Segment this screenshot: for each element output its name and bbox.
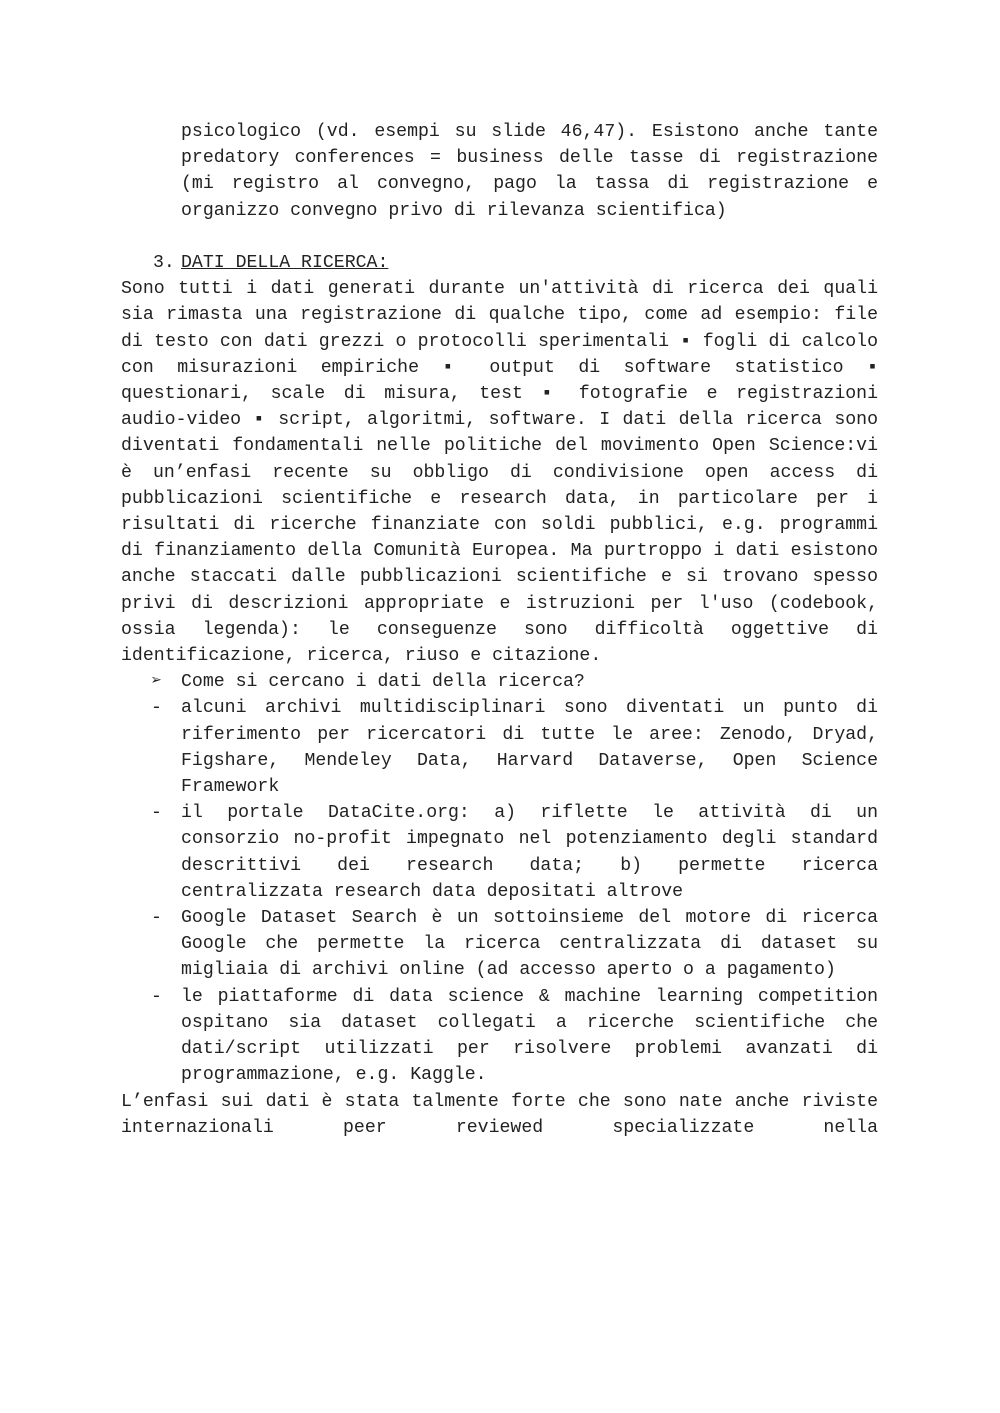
section-heading	[121, 250, 878, 276]
list-item	[121, 800, 878, 905]
section-number-cell	[121, 250, 181, 276]
document-page	[121, 119, 878, 1141]
dash-bullet-icon: -	[151, 803, 162, 824]
section-title: DATI DELLA RICERCA:	[181, 253, 389, 273]
list-item	[121, 984, 878, 1089]
section-paragraph: Sono tutti i dati generati durante un'attività di ricerca dei quali sia rimasta una registrazione di qualche tipo, come ad esempio: file di testo con dati grezzi o protocolli sperimentali ▪ fogli di calcolo con misurazioni empiriche ▪ output di software statistico ▪ questionari, scale di misura, test ▪ fotografie e registrazioni audio-video ▪ script, algoritmi, software. I dati della ricerca sono diventati fondamentali nelle politiche del movimento Open Science:vi è un’enfasi recente su obbligo di condivisione open access di pubblicazioni scientifiche e research data, in particolare per i risultati di ricerche finanziate con soldi pubblici, e.g. programmi di finanziamento della Comunità Europea. Ma purtroppo i dati esistono anche staccati dalle pubblicazioni scientifiche e si trovano spesso privi di descrizioni appropriate e istruzioni per l'uso (codebook, ossia legenda): le conseguenze sono difficoltà oggettive di identificazione, ricerca, riuso e citazione.	[121, 279, 878, 667]
arrow-bullet-icon: ➢	[151, 672, 162, 693]
list-item	[121, 905, 878, 984]
list-item-text: le piattaforme di data science & machine learning competition ospitano sia dataset collegati a ricerche scientifiche che dati/script utilizzati per risolvere problemi avanzati di programmazione, e.g. Kaggle.	[181, 986, 878, 1086]
dash-bullet-icon: -	[151, 698, 162, 719]
section-number: 3.	[153, 253, 175, 273]
bullet-list	[121, 695, 878, 1088]
paragraph-gap	[121, 224, 878, 250]
dash-bullet-icon: -	[151, 986, 162, 1007]
list-item-text: alcuni archivi multidisciplinari sono diventati un punto di riferimento per ricercatori di tutte le aree: Zenodo, Dryad, Figshare, Mendeley Data, Harvard Dataverse, Open Science Framework	[181, 698, 878, 798]
question-list	[121, 669, 878, 695]
question-item	[121, 669, 878, 695]
closing-paragraph: L’enfasi sui dati è stata talmente forte che sono nate anche riviste internazionali peer reviewed specializzate nella	[121, 1091, 878, 1138]
question-text: Come si cercano i dati della ricerca?	[181, 672, 585, 693]
intro-continuation-paragraph: psicologico (vd. esempi su slide 46,47). Esistono anche tante predatory conferences = business delle tasse di registrazione (mi registro al convegno, pago la tassa di registrazione e organizzo convegno privo di rilevanza scientifica)	[181, 122, 878, 221]
list-item-text: il portale DataCite.org: a) riflette le attività di un consorzio no-profit impegnato nel potenziamento degli standard descrittivi dei research data; b) permette ricerca centralizzata research data depositati altrove	[181, 803, 878, 902]
list-item-text: Google Dataset Search è un sottoinsieme del motore di ricerca Google che permette la ricerca centralizzata di dataset su migliaia di archivi online (ad accesso aperto o a pagamento)	[181, 908, 878, 981]
dash-bullet-icon: -	[151, 908, 162, 929]
list-item	[121, 695, 878, 800]
